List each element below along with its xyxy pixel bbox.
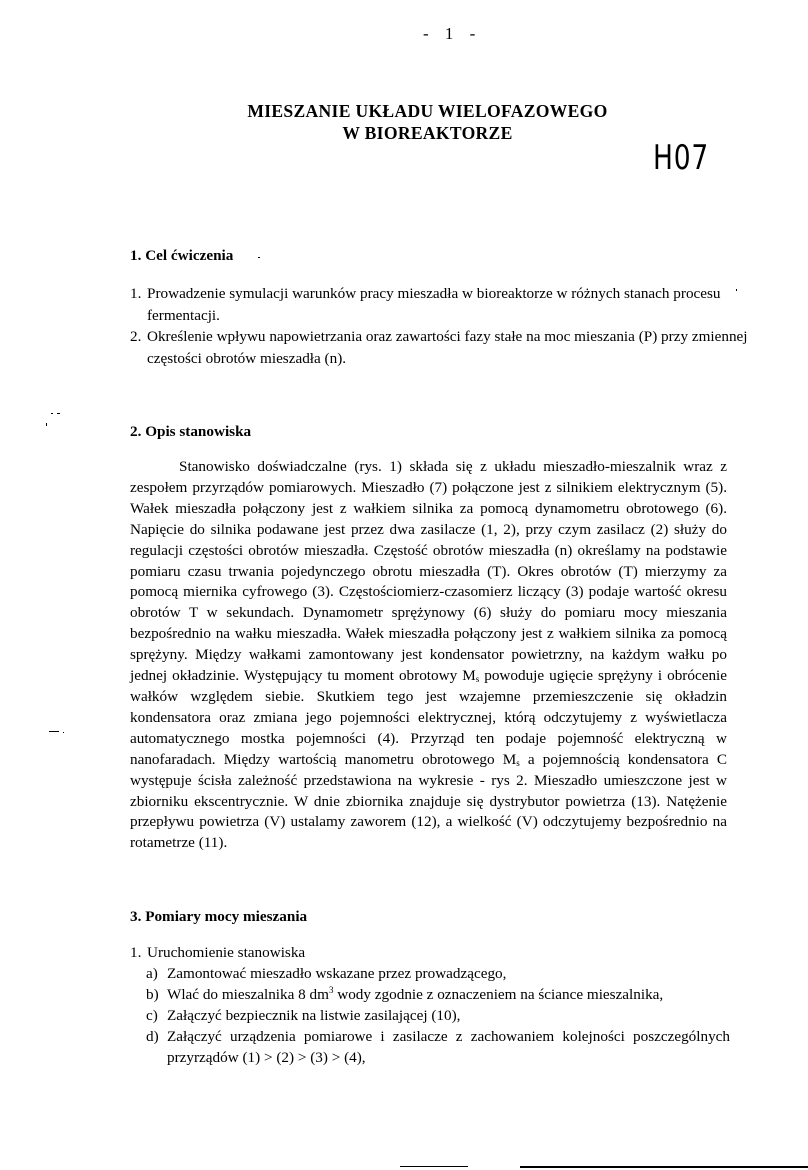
- page-edge-line: [400, 1166, 468, 1167]
- section-2-paragraph: [130, 457, 727, 854]
- section-2-heading: 2. Opis stanowiska: [130, 423, 252, 440]
- scan-artifact: [51, 413, 53, 414]
- substep-text: Zamontować mieszadło wskazane przez prowadzącego,: [167, 965, 507, 982]
- scan-artifact: [63, 732, 64, 733]
- paragraph-text: powoduje ugięcie sprężyny i obrócenie wałków względem siebie. Skutkiem tego jest wzajemne przemieszczenie się okładzin kondensatora oraz zmiana jego pojemności elektrycznej, którą odczytujemy z wyświetlacza automatycznego mostka pojemności (4). Przyrząd ten podaje pojemność elektryczną w nanofaradach. Między wartością manometru obrotowego M: [130, 667, 727, 768]
- substep-b: [130, 984, 730, 1005]
- step-title: Uruchomienie stanowiska: [147, 944, 306, 961]
- subscript: s: [475, 674, 480, 685]
- title-line-2: W BIOREAKTORZE: [342, 123, 513, 143]
- substep-text: Załączyć urządzenia pomiarowe i zasilacze z zachowaniem kolejności poszczególnych przyrządów (1) > (2) > (3) > (4),: [167, 1028, 730, 1066]
- step-number: 1.: [130, 944, 142, 961]
- substep-c: [130, 1005, 730, 1026]
- section-3-steps: [130, 942, 730, 1068]
- title-line-1: MIESZANIE UKŁADU WIELOFAZOWEGO: [247, 101, 608, 121]
- substep-label: a): [146, 965, 158, 982]
- substep-text: wody zgodnie z oznaczeniem na ściance mieszalnika,: [333, 986, 664, 1003]
- substep-a: [130, 963, 730, 984]
- scan-artifact: [258, 257, 260, 258]
- substep-text: Załączyć bezpiecznik na listwie zasilającej (10),: [167, 1007, 461, 1024]
- substep-text: Wlać do mieszalnika 8 dm: [167, 986, 329, 1003]
- page-number: - 1 -: [423, 24, 482, 43]
- section-1-list: [130, 283, 770, 369]
- step-1: [130, 942, 730, 963]
- list-item-text: Określenie wpływu napowietrzania oraz zawartości fazy stałe na moc mieszania (P) przy zmiennej częstości obrotów mieszadła (n).: [147, 328, 748, 367]
- handwritten-code: H07: [653, 138, 710, 178]
- list-item: [130, 326, 770, 369]
- scan-artifact: [49, 731, 59, 732]
- document-title: [120, 100, 735, 144]
- list-item: [130, 283, 770, 326]
- section-3-heading: 3. Pomiary mocy mieszania: [130, 908, 308, 925]
- scan-artifact: [736, 289, 737, 291]
- list-item-number: 1.: [130, 285, 142, 302]
- section-1-heading: 1. Cel ćwiczenia: [130, 247, 234, 264]
- scan-artifact: [46, 423, 47, 426]
- paragraph-text: a pojemnością kondensatora C występuje ścisła zależność przedstawiona na wykresie - rys 2. Mieszadło umieszczone jest w zbiorniku ekscentrycznie. W dnie zbiornika znajduje się dystrybutor powietrza (13). Natężenie przepływu powietrza (V) ustalamy zaworem (12), a wielkość (V) odczytujemy bezpośrednio na rotametrze (11).: [130, 750, 727, 852]
- list-item-text: Prowadzenie symulacji warunków pracy mieszadła w bioreaktorze w różnych stanach procesu fermentacji.: [147, 285, 721, 324]
- superscript: 3: [328, 984, 334, 995]
- subscript: s: [516, 757, 520, 768]
- substep-label: d): [146, 1028, 159, 1045]
- scan-artifact: [57, 413, 60, 414]
- list-item-number: 2.: [130, 328, 142, 345]
- substep-label: c): [146, 1007, 158, 1024]
- paragraph-text: Stanowisko doświadczalne (rys. 1) składa się z układu mieszadło-mieszalnik wraz z zespołem przyrządów pomiarowych. Mieszadło (7) połączone jest z silnikiem elektrycznym (5). Wałek mieszadła połączony jest z wałkiem silnika za pomocą dynamometru obrotowego (6). Napięcie do silnika podawane jest przez dwa zasilacze (1, 2), przy czym zasilacz (2) służy do regulacji częstości obrotów mieszadła. Częstość obrotów mieszadła (n) określamy na podstawie pomiaru czasu trwania pojedynczego obrotu mieszadła (T). Okres obrotów (T) mierzymy za pomocą miernika cyfrowego (3). Częstościomierz-czasomierz liczący (3) podaje wartość okresu obrotów T w sekundach. Dynamometr sprężynowy (6) służy do pomiaru mocy mieszania bezpośrednio na wałku mieszadła. Wałek mieszadła połączony jest z wałkiem silnika za pomocą sprężyny. Między wałkami zamontowany jest kondensator powietrzny, na każdym wałku po jednej okładzinie. Występujący tu moment obrotowy M: [130, 458, 727, 685]
- substep-label: b): [146, 986, 159, 1003]
- substep-d: [130, 1026, 730, 1068]
- page-edge-line: [520, 1166, 808, 1168]
